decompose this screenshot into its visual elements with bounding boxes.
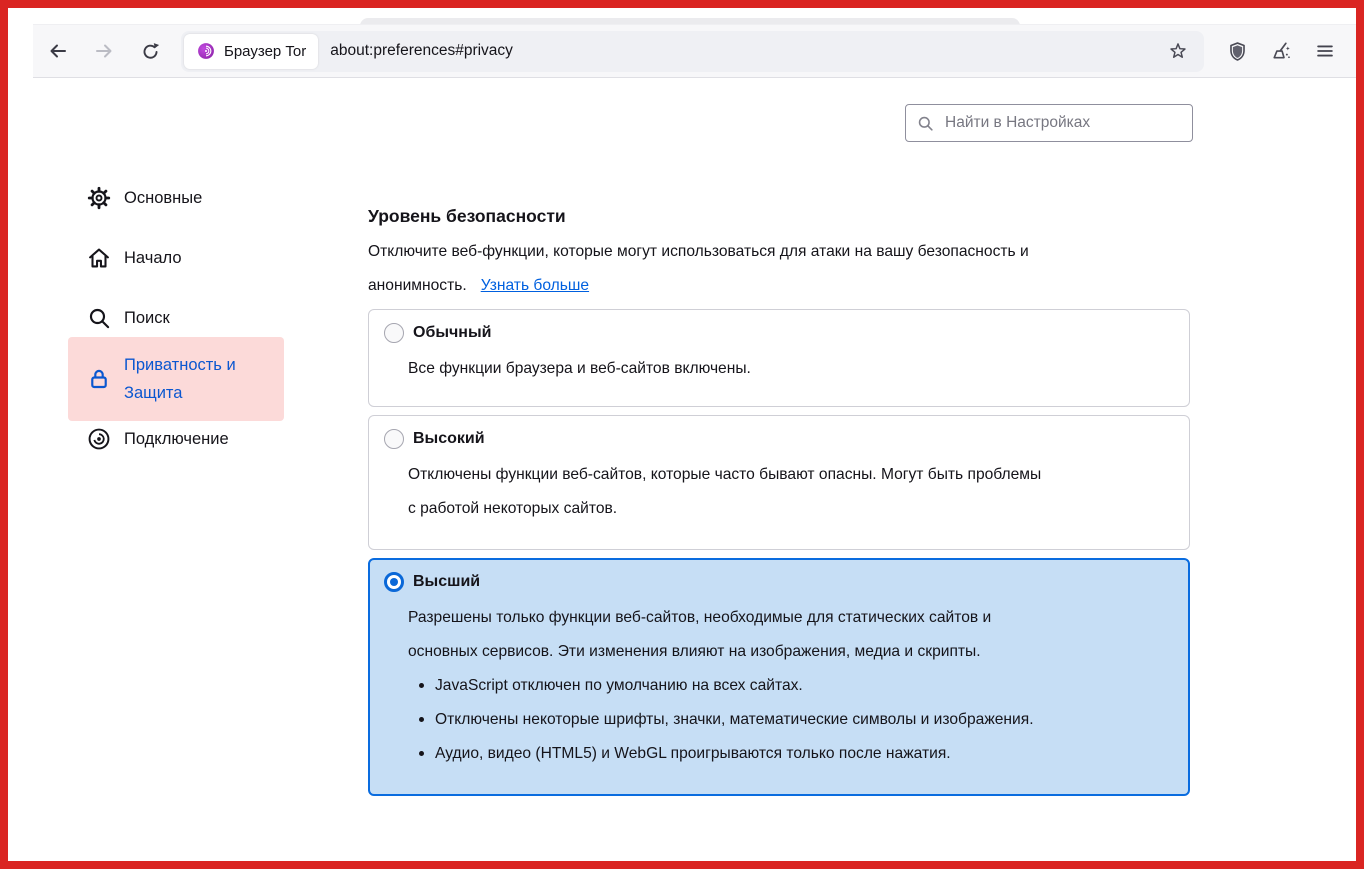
section-title: Уровень безопасности xyxy=(368,206,566,226)
option-title-standard: Обычный xyxy=(413,324,492,341)
reload-icon xyxy=(139,40,162,63)
option-description-safest: Разрешены только функции веб-сайтов, необходимые для статических сайтов и основных сервисов. Эти изменения влияют на изображения, медиа и скрипты. xyxy=(408,609,992,660)
url-text: about:preferences#privacy xyxy=(330,42,513,59)
sidebar-label-privacy-line2: Защита xyxy=(124,384,183,402)
sidebar-item-privacy[interactable] xyxy=(68,337,284,421)
shield-icon xyxy=(1226,40,1249,63)
sidebar-label-privacy-line1: Приватность и xyxy=(124,356,236,374)
site-identity-chip[interactable] xyxy=(184,34,318,69)
option-description-standard: Все функции браузера и веб-сайтов включены. xyxy=(408,360,751,377)
bullet-item: Отключены некоторые шрифты, значки, математические символы и изображения. xyxy=(408,703,1174,737)
shield-button[interactable] xyxy=(1220,34,1254,68)
sidebar-label-search: Поиск xyxy=(124,308,170,327)
learn-more-link[interactable]: Узнать больше xyxy=(480,277,590,294)
option-header xyxy=(384,429,1174,449)
search-icon xyxy=(916,114,935,133)
settings-search-box[interactable] xyxy=(905,104,1193,142)
settings-search-input[interactable] xyxy=(943,113,1182,133)
sidebar-item-general[interactable] xyxy=(68,170,202,226)
bullet-item: JavaScript отключен по умолчанию на всех сайтах. xyxy=(408,669,1174,703)
security-option-safer[interactable] xyxy=(368,415,1190,550)
sidebar-label-privacy xyxy=(124,351,236,407)
gear-icon xyxy=(86,185,112,211)
sidebar-item-connection[interactable] xyxy=(68,411,229,467)
reload-button[interactable] xyxy=(133,34,167,68)
hamburger-icon xyxy=(1314,40,1336,62)
option-header xyxy=(384,323,1174,343)
home-icon xyxy=(86,245,112,271)
sidebar-label-home: Начало xyxy=(124,248,182,267)
preferences-page xyxy=(8,79,1356,861)
browser-toolbar xyxy=(33,24,1356,78)
option-description-safer: Отключены функции веб-сайтов, которые часто бывают опасны. Могут быть проблемы с работой некоторых сайтов. xyxy=(408,466,1042,517)
toolbar-actions xyxy=(1220,34,1342,68)
forward-button[interactable] xyxy=(87,34,121,68)
section-description xyxy=(368,235,1190,303)
bookmark-star-button[interactable] xyxy=(1163,36,1193,66)
option-title-safest: Высший xyxy=(413,573,481,590)
radio-safer[interactable] xyxy=(384,429,404,449)
connection-icon xyxy=(86,426,112,452)
lock-icon xyxy=(86,366,112,392)
search-icon xyxy=(86,305,112,331)
radio-safest[interactable] xyxy=(384,572,404,592)
sidebar-item-home[interactable] xyxy=(68,230,182,286)
bullet-item: Аудио, видео (HTML5) и WebGL проигрываются только после нажатия. xyxy=(408,737,1174,771)
star-icon xyxy=(1167,40,1189,62)
option-title-safer: Высокий xyxy=(413,430,485,447)
security-level-section xyxy=(368,206,1190,804)
back-arrow-icon xyxy=(46,39,70,63)
description-line-2: анонимность. Узнать больше xyxy=(368,277,590,294)
security-option-safest[interactable] xyxy=(368,558,1190,796)
sidebar-label-general: Основные xyxy=(124,188,203,207)
new-identity-button[interactable] xyxy=(1264,34,1298,68)
menu-button[interactable] xyxy=(1308,34,1342,68)
tor-onion-icon xyxy=(196,41,216,61)
sidebar-label-connection: Подключение xyxy=(124,429,229,448)
radio-standard[interactable] xyxy=(384,323,404,343)
security-option-standard[interactable] xyxy=(368,309,1190,407)
option-bullet-list xyxy=(408,669,1174,771)
back-button[interactable] xyxy=(41,34,75,68)
description-line-1: Отключите веб-функции, которые могут использоваться для атаки на вашу безопасность и xyxy=(368,243,1029,260)
option-header xyxy=(384,572,1174,592)
forward-arrow-icon xyxy=(92,39,116,63)
site-identity-label: Браузер Tor xyxy=(224,42,307,60)
url-bar[interactable] xyxy=(181,31,1204,72)
broom-icon xyxy=(1270,40,1293,63)
tab-strip xyxy=(8,8,1356,24)
